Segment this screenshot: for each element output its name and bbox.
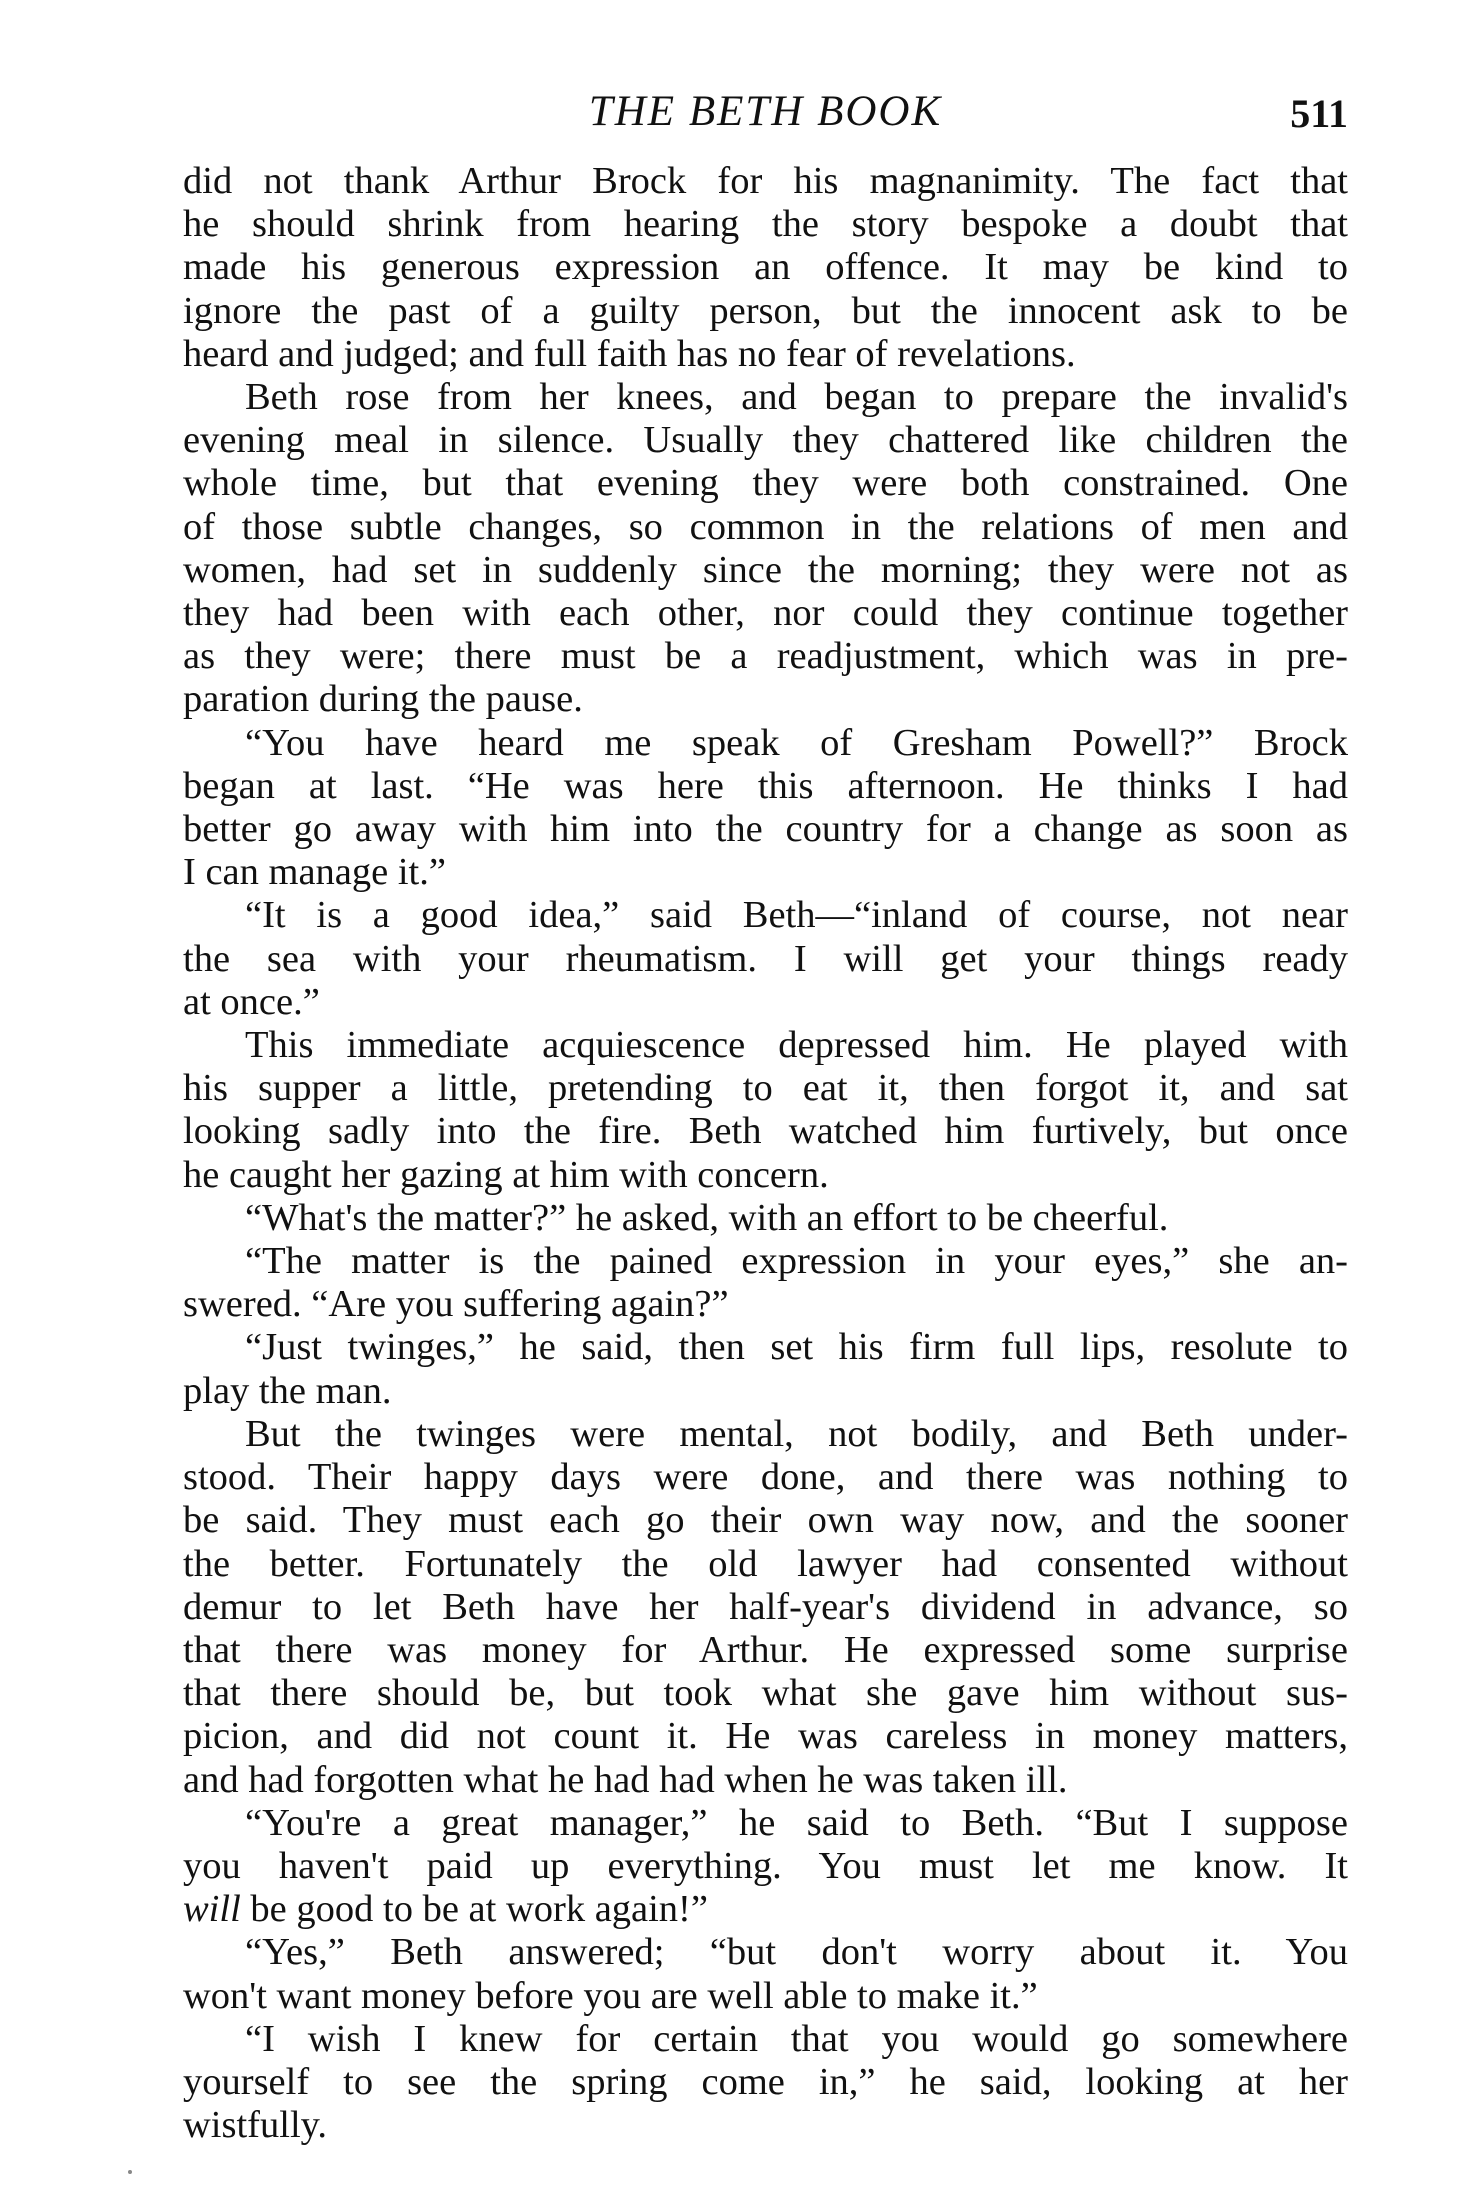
text-line: the sea with your rheumatism. I will get your things ready	[183, 937, 1348, 980]
text-line: “You have heard me speak of Gresham Powell?” Brock	[245, 721, 1348, 764]
text-line: won't want money before you are well able to make it.”	[183, 1974, 1038, 2017]
text-line: Beth rose from her knees, and began to prepare the invalid's	[245, 376, 1348, 419]
text-line: that there should be, but took what she gave him without sus-	[183, 1672, 1348, 1715]
text-line: wistfully.	[183, 2104, 328, 2147]
scan-speck	[128, 2170, 132, 2174]
running-title: THE BETH BOOK	[588, 88, 943, 135]
text-line: “Just twinges,” he said, then set his firm full lips, resolute to	[245, 1326, 1348, 1369]
text-line: I can manage it.”	[183, 851, 446, 894]
text-line: he should shrink from hearing the story bespoke a doubt that	[183, 203, 1348, 246]
text-line: “You're a great manager,” he said to Beth. “But I suppose	[245, 1801, 1348, 1844]
text-line: of those subtle changes, so common in the relations of men and	[183, 505, 1348, 548]
text-line: the better. Fortunately the old lawyer had consented without	[183, 1542, 1348, 1585]
text-line: you haven't paid up everything. You must let me know. It	[183, 1844, 1348, 1887]
text-line: This immediate acquiescence depressed him. He played with	[245, 1024, 1348, 1067]
body-text	[183, 160, 1348, 2147]
text-line: he caught her gazing at him with concern.	[183, 1153, 829, 1196]
text-line: “It is a good idea,” said Beth—“inland of course, not near	[245, 894, 1348, 937]
text-line: yourself to see the spring come in,” he said, looking at her	[183, 2060, 1348, 2103]
text-line: But the twinges were mental, not bodily, and Beth under-	[245, 1412, 1348, 1455]
text-line: picion, and did not count it. He was careless in money matters,	[183, 1715, 1348, 1758]
running-head	[183, 84, 1348, 140]
text-line: “I wish I knew for certain that you would go somewhere	[245, 2017, 1348, 2060]
page-number: 511	[1290, 91, 1348, 136]
text-line: “The matter is the pained expression in your eyes,” she an-	[245, 1240, 1348, 1283]
text-line: that there was money for Arthur. He expressed some surprise	[183, 1628, 1348, 1671]
text-line: as they were; there must be a readjustment, which was in pre-	[183, 635, 1348, 678]
text-line: at once.”	[183, 980, 320, 1023]
text-line: looking sadly into the fire. Beth watched him furtively, but once	[183, 1110, 1348, 1153]
text-line: demur to let Beth have her half-year's dividend in advance, so	[183, 1585, 1348, 1628]
text-line: heard and judged; and full faith has no fear of revelations.	[183, 332, 1076, 375]
text-line: evening meal in silence. Usually they chattered like children the	[183, 419, 1348, 462]
text-line: swered. “Are you suffering again?”	[183, 1283, 729, 1326]
text-line: play the man.	[183, 1369, 392, 1412]
text-line: better go away with him into the country for a change as soon as	[183, 808, 1348, 851]
text-line: ignore the past of a guilty person, but the innocent ask to be	[183, 289, 1348, 332]
text-line: made his generous expression an offence. It may be kind to	[183, 246, 1348, 289]
text-line: stood. Their happy days were done, and there was nothing to	[183, 1456, 1348, 1499]
text-line: “Yes,” Beth answered; “but don't worry about it. You	[245, 1931, 1348, 1974]
text-line: they had been with each other, nor could they continue together	[183, 592, 1348, 635]
text-line: women, had set in suddenly since the morning; they were not as	[183, 548, 1348, 591]
text-line: be said. They must each go their own way now, and the sooner	[183, 1499, 1348, 1542]
text-line: paration during the pause.	[183, 678, 583, 721]
text-line: will be good to be at work again!”	[183, 1888, 708, 1931]
text-line: whole time, but that evening they were both constrained. One	[183, 462, 1348, 505]
text-line: did not thank Arthur Brock for his magnanimity. The fact that	[183, 160, 1348, 202]
text-line: began at last. “He was here this afternoon. He thinks I had	[183, 764, 1348, 807]
text-line: “What's the matter?” he asked, with an effort to be cheerful.	[245, 1196, 1169, 1239]
text-line: his supper a little, pretending to eat it, then forgot it, and sat	[183, 1067, 1348, 1110]
text-line: and had forgotten what he had had when he was taken ill.	[183, 1758, 1068, 1801]
